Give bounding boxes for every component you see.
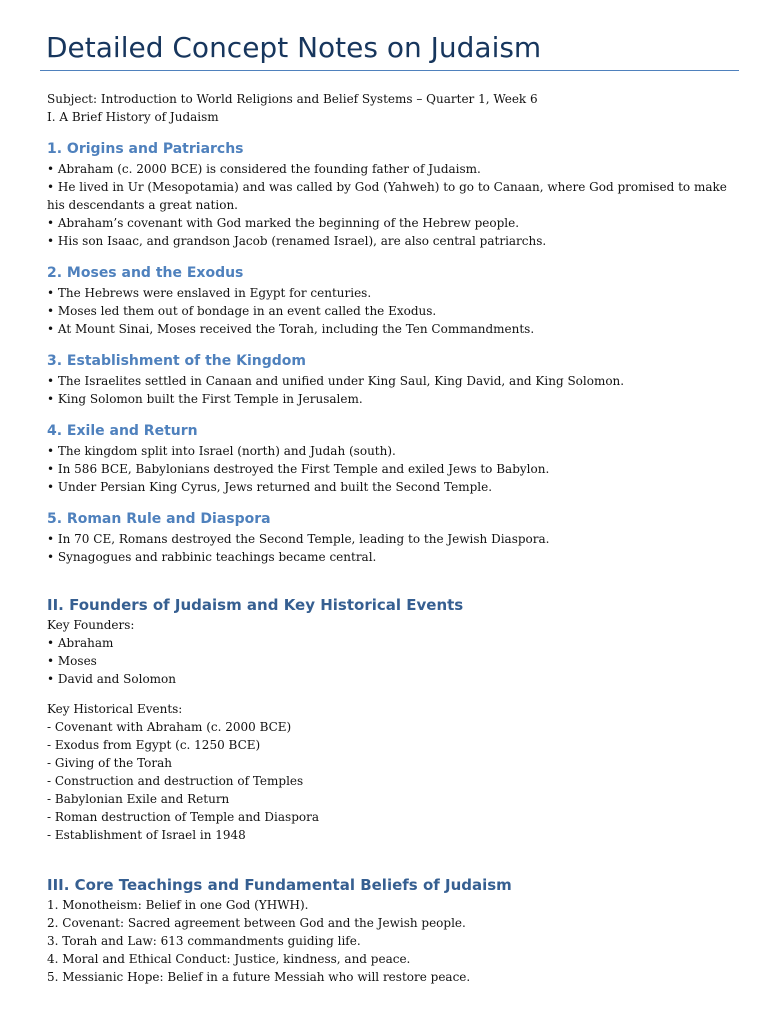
core-teachings-section	[47, 876, 747, 986]
list-item: • Moses led them out of bondage in an event called the Exodus.	[47, 304, 437, 318]
history-section-moses	[47, 264, 747, 338]
list-item: • King Solomon built the First Temple in Jerusalem.	[47, 392, 363, 406]
list-item: • Moses	[47, 654, 97, 668]
list-item: 2. Covenant: Sacred agreement between God and the Jewish people.	[47, 916, 466, 930]
list-item: • Abraham	[47, 636, 114, 650]
section-heading: 4. Exile and Return	[47, 423, 198, 439]
section-heading: 2. Moses and the Exodus	[47, 265, 244, 281]
history-section-roman	[47, 510, 747, 566]
list-item: 3. Torah and Law: 613 commandments guiding life.	[47, 934, 361, 948]
list-item: - Giving of the Torah	[47, 756, 172, 770]
list-item: • He lived in Ur (Mesopotamia) and was called by God (Yahweh) to go to Canaan, where God promised to make his descendants a great nation.	[47, 180, 727, 212]
part3-heading: III. Core Teachings and Fundamental Beliefs of Judaism	[47, 876, 512, 894]
list-item: • The Israelites settled in Canaan and unified under King Saul, King David, and King Solomon.	[47, 374, 625, 388]
document-title: Detailed Concept Notes on Judaism	[46, 31, 542, 64]
events-list	[47, 718, 747, 844]
founders-list	[47, 634, 747, 688]
list-item: - Exodus from Egypt (c. 1250 BCE)	[47, 738, 261, 752]
section-heading: 5. Roman Rule and Diaspora	[47, 511, 271, 527]
bullet-list	[47, 160, 747, 250]
bullet-list	[47, 530, 747, 566]
document-body	[47, 90, 747, 986]
list-item: - Establishment of Israel in 1948	[47, 828, 246, 842]
list-item: 1. Monotheism: Belief in one God (YHWH).	[47, 898, 309, 912]
list-item: • In 586 BCE, Babylonians destroyed the First Temple and exiled Jews to Babylon.	[47, 462, 550, 476]
list-item: • The Hebrews were enslaved in Egypt for centuries.	[47, 286, 372, 300]
founders-label: Key Founders:	[47, 618, 135, 632]
title-underline	[40, 70, 739, 71]
founders-events-section	[47, 596, 747, 844]
teachings-list	[47, 896, 747, 986]
list-item: - Roman destruction of Temple and Diaspora	[47, 810, 319, 824]
history-section-kingdom	[47, 352, 747, 408]
list-item: - Covenant with Abraham (c. 2000 BCE)	[47, 720, 292, 734]
bullet-list	[47, 284, 747, 338]
list-item: 5. Messianic Hope: Belief in a future Messiah who will restore peace.	[47, 970, 471, 984]
section-heading: 1. Origins and Patriarchs	[47, 141, 244, 157]
history-section-exile	[47, 422, 747, 496]
list-item: • In 70 CE, Romans destroyed the Second Temple, leading to the Jewish Diaspora.	[47, 532, 550, 546]
bullet-list	[47, 442, 747, 496]
bullet-list	[47, 372, 747, 408]
list-item: • At Mount Sinai, Moses received the Torah, including the Ten Commandments.	[47, 322, 535, 336]
part2-heading: II. Founders of Judaism and Key Historical Events	[47, 596, 464, 614]
list-item: • David and Solomon	[47, 672, 176, 686]
section-heading: 3. Establishment of the Kingdom	[47, 353, 306, 369]
events-label: Key Historical Events:	[47, 702, 183, 716]
list-item: • Under Persian King Cyrus, Jews returned and built the Second Temple.	[47, 480, 493, 494]
list-item: 4. Moral and Ethical Conduct: Justice, kindness, and peace.	[47, 952, 411, 966]
list-item: - Babylonian Exile and Return	[47, 792, 230, 806]
list-item: • The kingdom split into Israel (north) and Judah (south).	[47, 444, 396, 458]
list-item: - Construction and destruction of Temples	[47, 774, 304, 788]
list-item: • Abraham (c. 2000 BCE) is considered the founding father of Judaism.	[47, 162, 481, 176]
part1-title: I. A Brief History of Judaism	[47, 110, 219, 124]
subject-line: Subject: Introduction to World Religions and Belief Systems – Quarter 1, Week 6	[47, 92, 538, 106]
list-item: • Synagogues and rabbinic teachings became central.	[47, 550, 377, 564]
history-section-origins	[47, 140, 747, 250]
list-item: • His son Isaac, and grandson Jacob (renamed Israel), are also central patriarchs.	[47, 234, 547, 248]
list-item: • Abraham’s covenant with God marked the beginning of the Hebrew people.	[47, 216, 520, 230]
